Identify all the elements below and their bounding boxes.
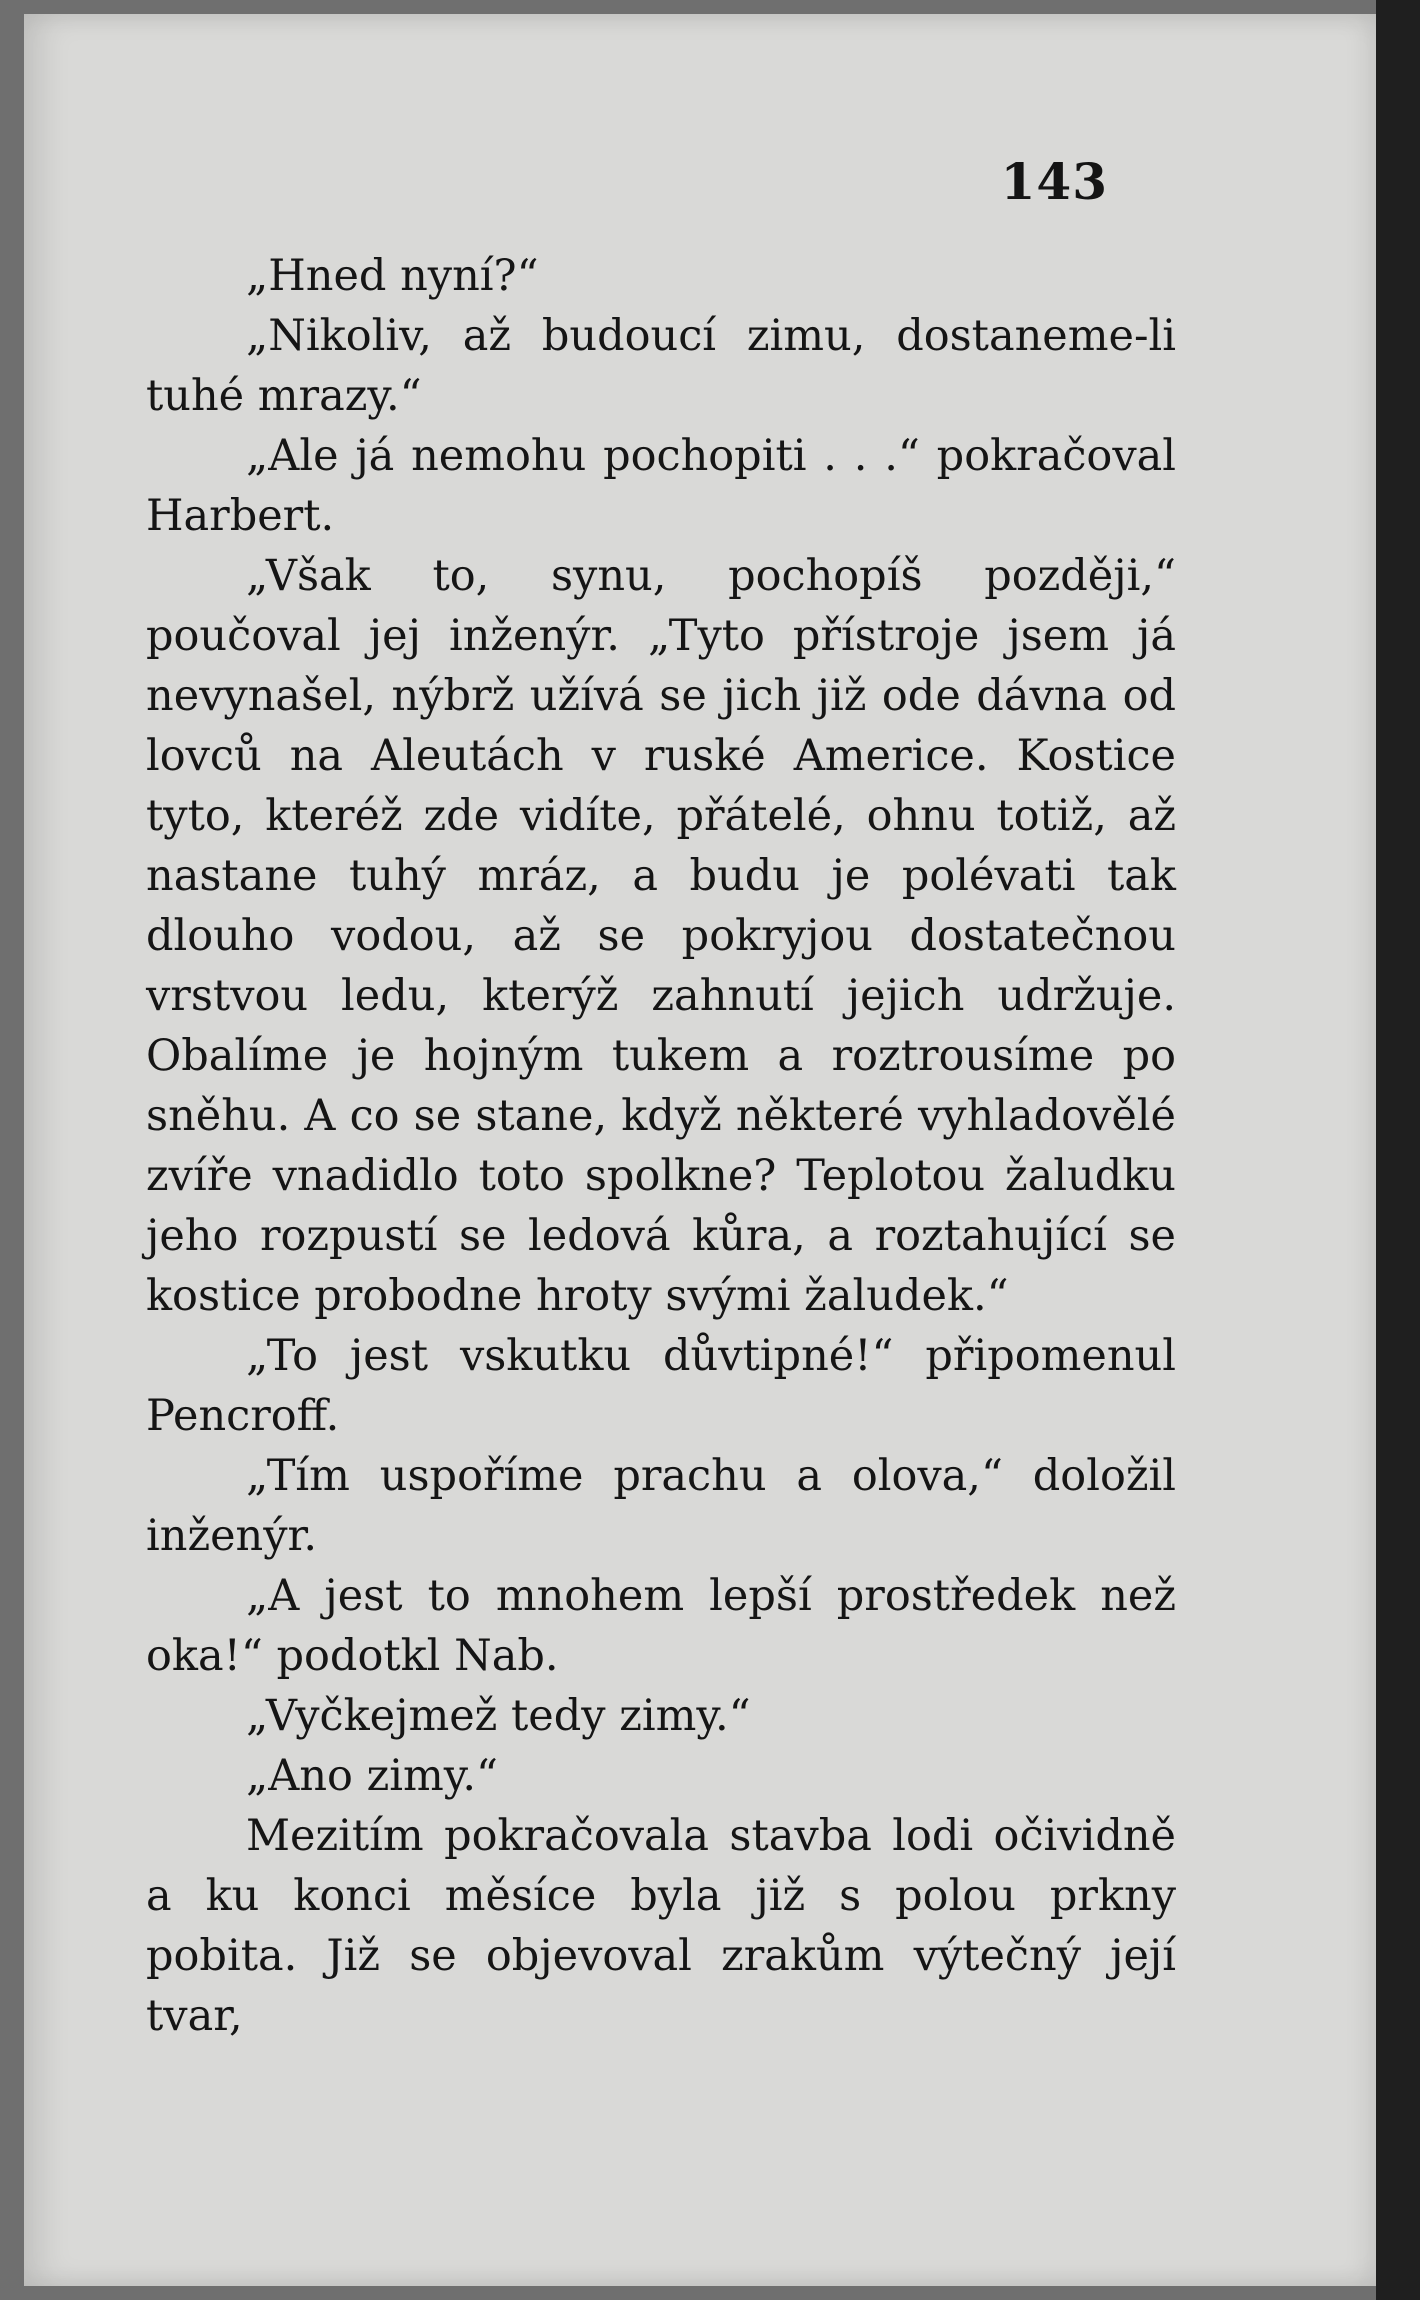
page-gutter [1376, 0, 1420, 2300]
body-text [146, 246, 1176, 2046]
paragraph: „Však to, synu, pochopíš později,“ poučoval jej inženýr. „Tyto přístroje jsem já nevynašel, nýbrž užívá se jich již ode dávna od lovců na Aleutách v ruské Americe. Kostice tyto, kteréž zde vidíte, přátelé, ohnu totiž, až nastane tuhý mráz, a budu je polévati tak dlouho vodou, až se pokryjou dostatečnou vrstvou ledu, kterýž zahnutí jejich udržuje. Obalíme je hojným tukem a roztrousíme po sněhu. A co se stane, když některé vyhladovělé zvíře vnadidlo toto spolkne? Teplotou žaludku jeho rozpustí se ledová kůra, a roztahující se kostice probodne hroty svými žaludek.“ [146, 551, 1176, 1321]
paragraph: „Tím uspoříme prachu a olova,“ doložil inženýr. [146, 1451, 1176, 1561]
page-number: 143 [1000, 152, 1108, 211]
paragraph: „Ale já nemohu pochopiti . . .“ pokračoval Harbert. [146, 431, 1176, 541]
paragraph: „A jest to mnohem lepší prostředek než oka!“ podotkl Nab. [146, 1571, 1176, 1681]
book-page [24, 14, 1376, 2286]
paragraph: „To jest vskutku důvtipné!“ připomenul Pencroff. [146, 1331, 1176, 1441]
paragraph: Mezitím pokračovala stavba lodi očividně a ku konci měsíce byla již s polou prkny pobita. Již se objevoval zrakům výtečný její tvar, [146, 1811, 1176, 2041]
paragraph: „Vyčkejmež tedy zimy.“ [246, 1691, 751, 1741]
paragraph: „Nikoliv, až budoucí zimu, dostaneme-li tuhé mrazy.“ [146, 311, 1176, 421]
paragraph: „Ano zimy.“ [246, 1751, 498, 1801]
paragraph: „Hned nyní?“ [246, 251, 539, 301]
